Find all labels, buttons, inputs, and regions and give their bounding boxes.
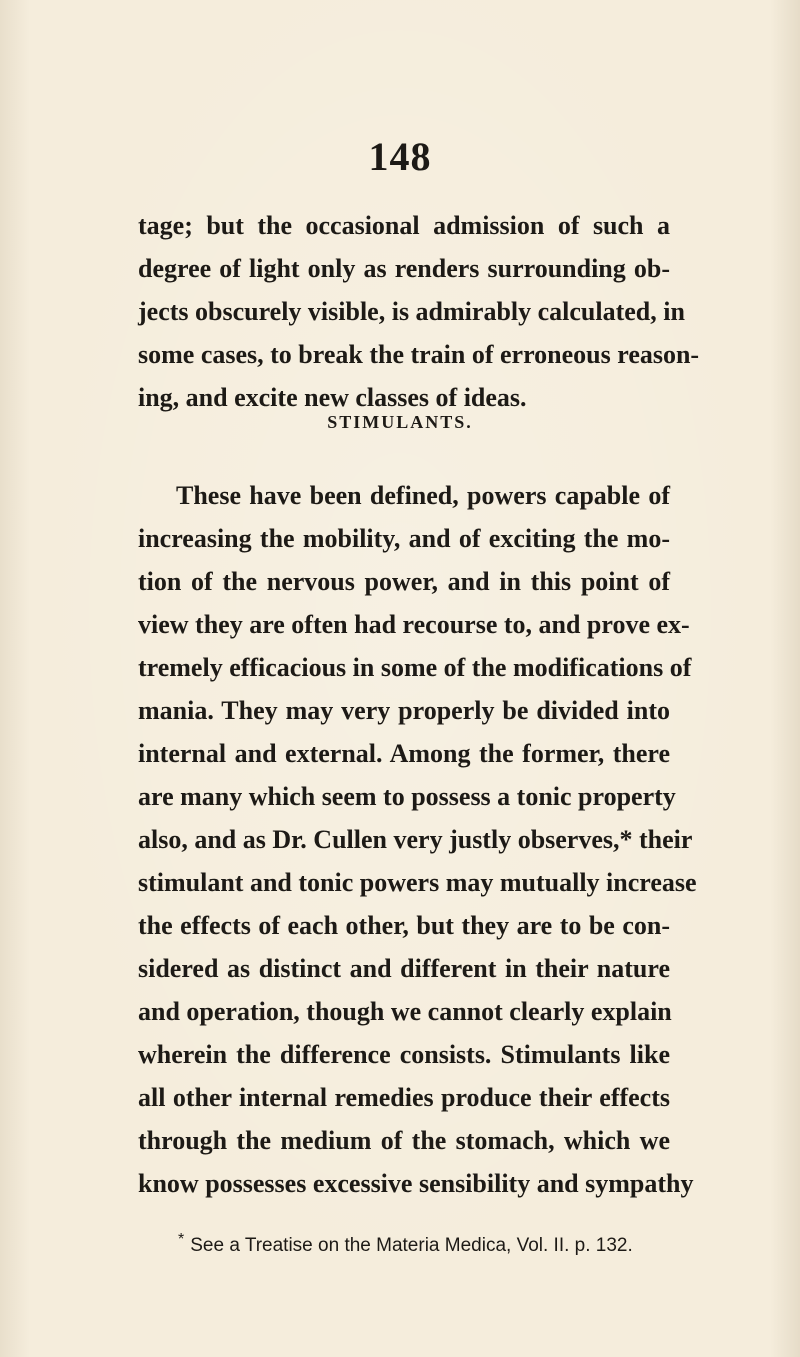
text-line: through the medium of the stomach, which we: [138, 1126, 670, 1155]
footnote-text: See a Treatise on the Materia Medica, Vol. II. p. 132.: [190, 1235, 633, 1256]
text-line: are many which seem to possess a tonic property: [138, 782, 676, 811]
text-line: view they are often had recourse to, and prove ex-: [138, 610, 690, 639]
paragraph-2: [138, 474, 697, 1205]
page-number: 148: [368, 134, 432, 179]
text-line: and operation, though we cannot clearly explain: [138, 997, 672, 1026]
text-line: also, and as Dr. Cullen very justly observes,* their: [138, 825, 693, 854]
footnote-marker: *: [178, 1230, 185, 1248]
text-line: internal and external. Among the former, there: [138, 739, 670, 768]
text-line: some cases, to break the train of erroneous reason-: [138, 340, 700, 369]
text-line: increasing the mobility, and of exciting the mo-: [138, 524, 670, 553]
text-line: jects obscurely visible, is admirably calculated, in: [138, 297, 685, 326]
text-line: mania. They may very properly be divided into: [138, 696, 670, 725]
text-line: ing, and excite new classes of ideas.: [138, 383, 527, 412]
text-line: sidered as distinct and different in their nature: [138, 954, 670, 983]
text-line: tage; but the occasional admission of such a: [138, 211, 670, 240]
text-line: tremely efficacious in some of the modifications of: [138, 653, 692, 682]
text-line: wherein the difference consists. Stimulants like: [138, 1040, 670, 1069]
text-line: stimulant and tonic powers may mutually increase: [138, 868, 697, 897]
text-line: tion of the nervous power, and in this point of: [138, 567, 670, 596]
text-line: These have been defined, powers capable of: [176, 481, 670, 510]
text-line: know possesses excessive sensibility and sympathy: [138, 1169, 694, 1198]
section-heading: STIMULANTS.: [327, 412, 473, 432]
footnote: [178, 1230, 698, 1259]
text-line: degree of light only as renders surrounding ob-: [138, 254, 670, 283]
text-line: all other internal remedies produce their effects: [138, 1083, 670, 1112]
paragraph-1: [138, 204, 700, 419]
text-line: the effects of each other, but they are to be con-: [138, 911, 670, 940]
